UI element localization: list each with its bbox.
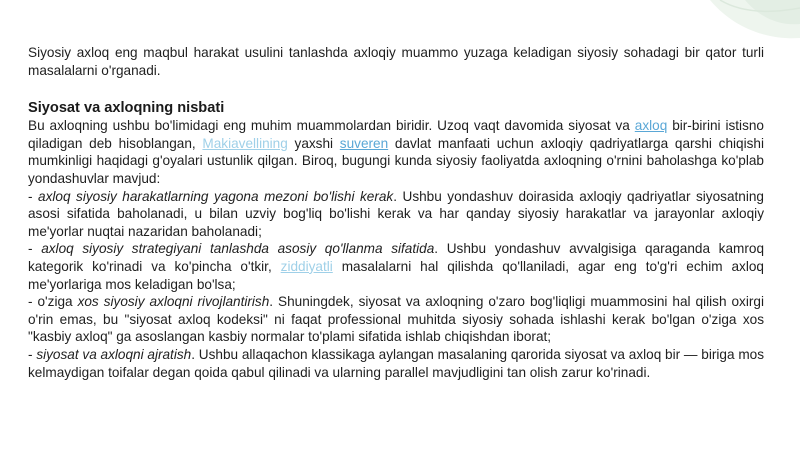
section-paragraph bbox=[28, 117, 764, 187]
section-heading: Siyosat va axloqning nisbati bbox=[28, 100, 225, 117]
list-prefix: - bbox=[28, 188, 39, 204]
link-axloq[interactable]: axloq bbox=[634, 118, 668, 134]
list-item bbox=[28, 188, 764, 241]
link-ziddiyatli[interactable]: ziddiyatli bbox=[280, 258, 333, 274]
article-body bbox=[28, 44, 764, 381]
paragraph-text: yaxshi bbox=[287, 135, 340, 151]
link-suveren[interactable]: suveren bbox=[339, 135, 389, 151]
list-item-text: . Ushbu yondashuv avvalgisiga qaraganda kamroq kategorik ko'rinadi va ko'pincha o'tkir, bbox=[28, 241, 765, 274]
list-item-text: . Ushbu allaqachon klassikaga aylangan masalaning qarorida siyosat va axloq bir — biriga mos kelmaydigan toifalar degan qoida qabul qilinadi va ularning parallel mavjudligini tan olish zarur ko'rinadi. bbox=[28, 346, 764, 380]
list-item bbox=[28, 240, 764, 293]
paragraph-text: bir-birini istisno qiladigan deb hisoblangan, bbox=[28, 118, 764, 151]
list-prefix: - bbox=[28, 346, 37, 362]
list-item bbox=[28, 293, 764, 346]
intro-paragraph: Siyosiy axloq eng maqbul harakat usulini tanlashda axloqiy muammo yuzaga keladigan siyosiy sohadagi bir qator turli masalalarni o'rganadi. bbox=[28, 45, 764, 78]
list-item-emphasis: siyosat va axloqni ajratish bbox=[36, 346, 192, 362]
list-item-text: . Shuningdek, siyosat va axloqning o'zaro bog'liqligi muammosini hal qilish oxirgi o'rin emas, bu "siyosat axloq kodeksi" ni faqat professional muhitda siyosiy sohada ishlashi kerak bo'lgan o'ziga xos "kasbiy axloq" ga asoslangan kasbiy normalar to'plami sifatida ishlab chiqishdan iborat; bbox=[28, 294, 764, 345]
link-makiavelli[interactable]: Makiavellining bbox=[202, 135, 288, 151]
paragraph-text: davlat manfaati uchun axloqiy qadriyatlarga qarshi chiqishi mumkinligi haqidagi g'oyalari ustunlik qilgan. Biroq, bugungi kunda siyosiy faoliyatda axloqning o'rnini baholashga ko'plab yondashuvlar mavjud: bbox=[28, 135, 765, 186]
paragraph-text: Bu axloqning ushbu bo'limidagi eng muhim muammolardan biridir. Uzoq vaqt davomida siyosat va bbox=[28, 118, 635, 134]
list-item-text: . Ushbu yondashuv doirasida axloqiy qadriyatlar siyosatning asosi sifatida baholanadi, u bilan uzviy bog'liq bo'lishi kerak va har qanday siyosiy harakatlar va jarayonlar axloqiy me'yorlar nuqtai nazaridan baholanadi; bbox=[28, 188, 764, 239]
list-item-text: masalalarni hal qilishda qo'llaniladi, agar eng to'g'ri echim axloq me'yorlariga mos keladigan bo'lsa; bbox=[28, 258, 764, 292]
list-item bbox=[28, 346, 764, 381]
list-item-emphasis: axloq siyosiy strategiyani tanlashda asosiy qo'llanma sifatida bbox=[41, 241, 435, 257]
list-prefix: - bbox=[28, 241, 42, 257]
list-item-emphasis: axloq siyosiy harakatlarning yagona mezoni bo'lishi kerak bbox=[38, 188, 394, 204]
list-prefix: - o'ziga bbox=[28, 294, 78, 310]
list-item-emphasis: xos siyosiy axloqni rivojlantirish bbox=[77, 294, 270, 310]
